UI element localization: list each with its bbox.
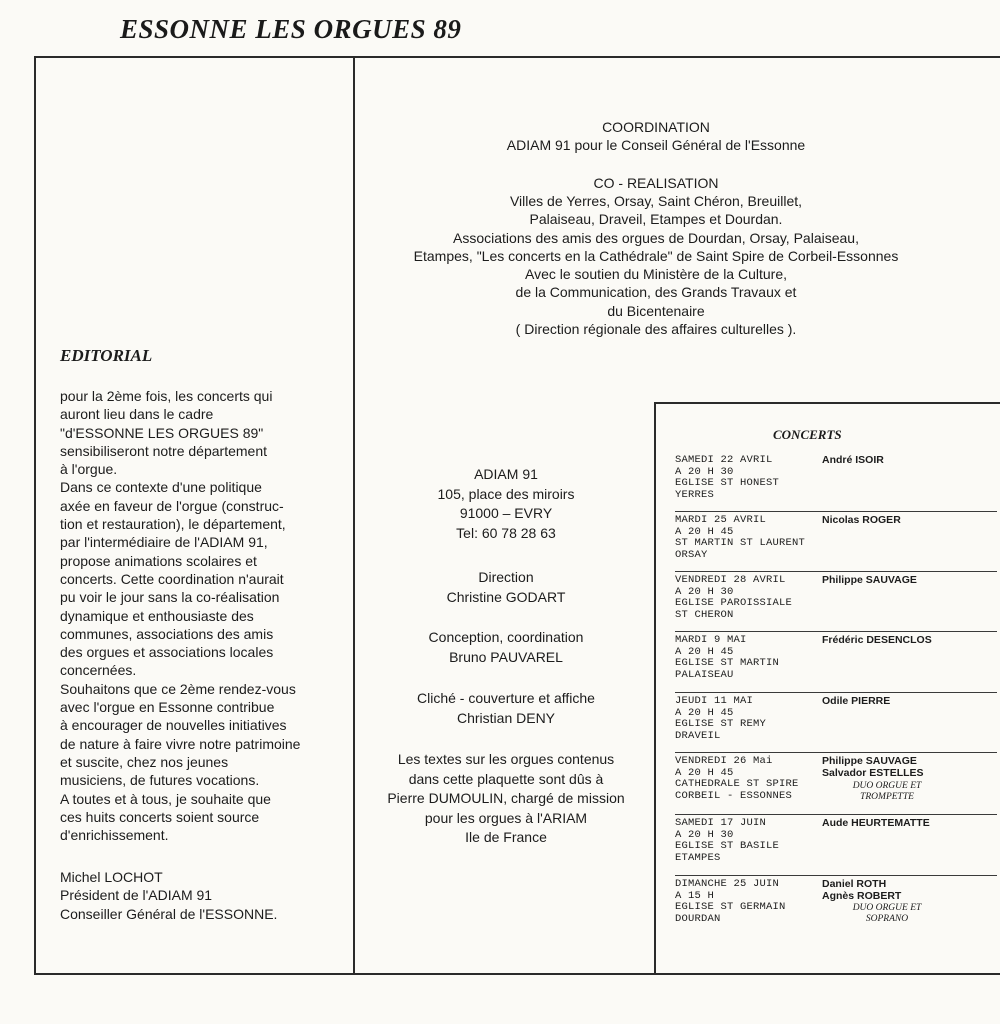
concert-date-venue: DIMANCHE 25 JUIN A 15 H EGLISE ST GERMAIN DOURDAN: [675, 878, 786, 925]
concert-item: [675, 814, 997, 875]
coordination-heading: COORDINATION: [602, 119, 710, 135]
concert-date-venue: VENDREDI 26 Mai A 20 H 45 CATHEDRALE ST SPIRE CORBEIL - ESSONNES: [675, 755, 799, 802]
concert-performer: André ISOIR: [822, 454, 884, 466]
adiam-address: ADIAM 91 105, place des miroirs 91000 – EVRY Tel: 60 78 28 63: [437, 466, 575, 541]
concert-performer: Nicolas ROGER: [822, 514, 901, 526]
page-title: ESSONNE LES ORGUES 89: [120, 14, 462, 44]
concert-performer: Frédéric DESENCLOS: [822, 634, 932, 646]
credit-cliche: Cliché - couverture et affiche Christian DENY: [417, 690, 595, 726]
concert-item: [675, 571, 997, 631]
concert-item: [675, 452, 997, 510]
concert-item: [675, 752, 997, 813]
concert-performer: Daniel ROTH Agnès ROBERT: [822, 878, 902, 902]
credit-conception: Conception, coordination Bruno PAUVAREL: [428, 629, 584, 665]
coordination-text: ADIAM 91 pour le Conseil Général de l'Essonne: [506, 137, 806, 153]
editorial-text: pour la 2ème fois, les concerts qui auront lieu dans le cadre "d'ESSONNE LES ORGUES 89" sensibiliseront notre département à l'orgue. Dans ce contexte d'une politique axée en faveur de l'orgue (construc- tion et restauration), le département, par l'intermédiaire de l'ADIAM 91, propose animations scolaires et concerts. Cette coordination n'aurait pu voir le jour sans la co-réalisation dynamique et enthousiaste des communes, associations des amis des orgues et associations locales concernées. Souhaitons que ce 2ème rendez-vous avec l'orgue en Essonne contribue à encourager de nouvelles initiatives de nature à faire vivre notre patrimoine et suscite, chez nos jeunes musiciens, de futures vocations. A toutes et à tous, je souhaite que ces huits concerts soient source d'enrichissement.: [60, 388, 301, 844]
concert-performer: Philippe SAUVAGE Salvador ESTELLES: [822, 755, 924, 779]
credit-texts: Les textes sur les orgues contenus dans cette plaquette sont dûs à Pierre DUMOULIN, chargé de mission pour les orgues à l'ARIAM Ile de France: [387, 751, 625, 845]
concert-note: DUO ORGUE ET SOPRANO: [852, 903, 922, 924]
concert-item: [675, 875, 997, 938]
concert-performer: Odile PIERRE: [822, 695, 891, 707]
concerts-heading: CONCERTS: [773, 427, 842, 442]
concert-date-venue: VENDREDI 28 AVRIL A 20 H 30 EGLISE PAROISSIALE ST CHERON: [675, 574, 793, 621]
concert-performer: Philippe SAUVAGE: [822, 574, 917, 586]
concert-date-venue: SAMEDI 17 JUIN A 20 H 30 EGLISE ST BASILE ETAMPES: [675, 817, 780, 864]
editorial-signature: Michel LOCHOT Président de l'ADIAM 91 Conseiller Général de l'ESSONNE.: [60, 869, 278, 922]
corealisation-heading: CO - REALISATION: [593, 175, 719, 191]
frame-top-rule: [34, 56, 1000, 58]
corealisation-text: Villes de Yerres, Orsay, Saint Chéron, Breuillet, Palaiseau, Draveil, Etampes et Dourdan. Associations des amis des orgues de Dourdan, Orsay, Palaiseau, Etampes, "Les concerts en la Cathédrale" de Saint Spire de Corbeil-Essonnes Avec le soutien du Ministère de la Culture, de la Communication, des Grands Travaux et du Bicentenaire ( Direction régionale des affaires culturelles ).: [413, 193, 899, 338]
concert-performer: Aude HEURTEMATTE: [822, 817, 930, 829]
credit-direction: Direction Christine GODART: [446, 569, 566, 605]
concert-item: [675, 692, 997, 752]
frame-left-rule: [34, 56, 36, 975]
concert-date-venue: SAMEDI 22 AVRIL A 20 H 30 EGLISE ST HONEST YERRES: [675, 454, 780, 501]
editorial-heading: EDITORIAL: [60, 346, 153, 365]
concert-item: [675, 511, 997, 571]
concert-date-venue: MARDI 25 AVRIL A 20 H 45 ST MARTIN ST LAURENT ORSAY: [675, 514, 806, 561]
concert-date-venue: JEUDI 11 MAI A 20 H 45 EGLISE ST REMY DRAVEIL: [675, 695, 767, 742]
concert-date-venue: MARDI 9 MAI A 20 H 45 EGLISE ST MARTIN PALAISEAU: [675, 634, 780, 681]
concert-note: DUO ORGUE ET TROMPETTE: [852, 781, 922, 802]
frame-middle-rule: [353, 56, 355, 975]
concert-item: [675, 631, 997, 691]
